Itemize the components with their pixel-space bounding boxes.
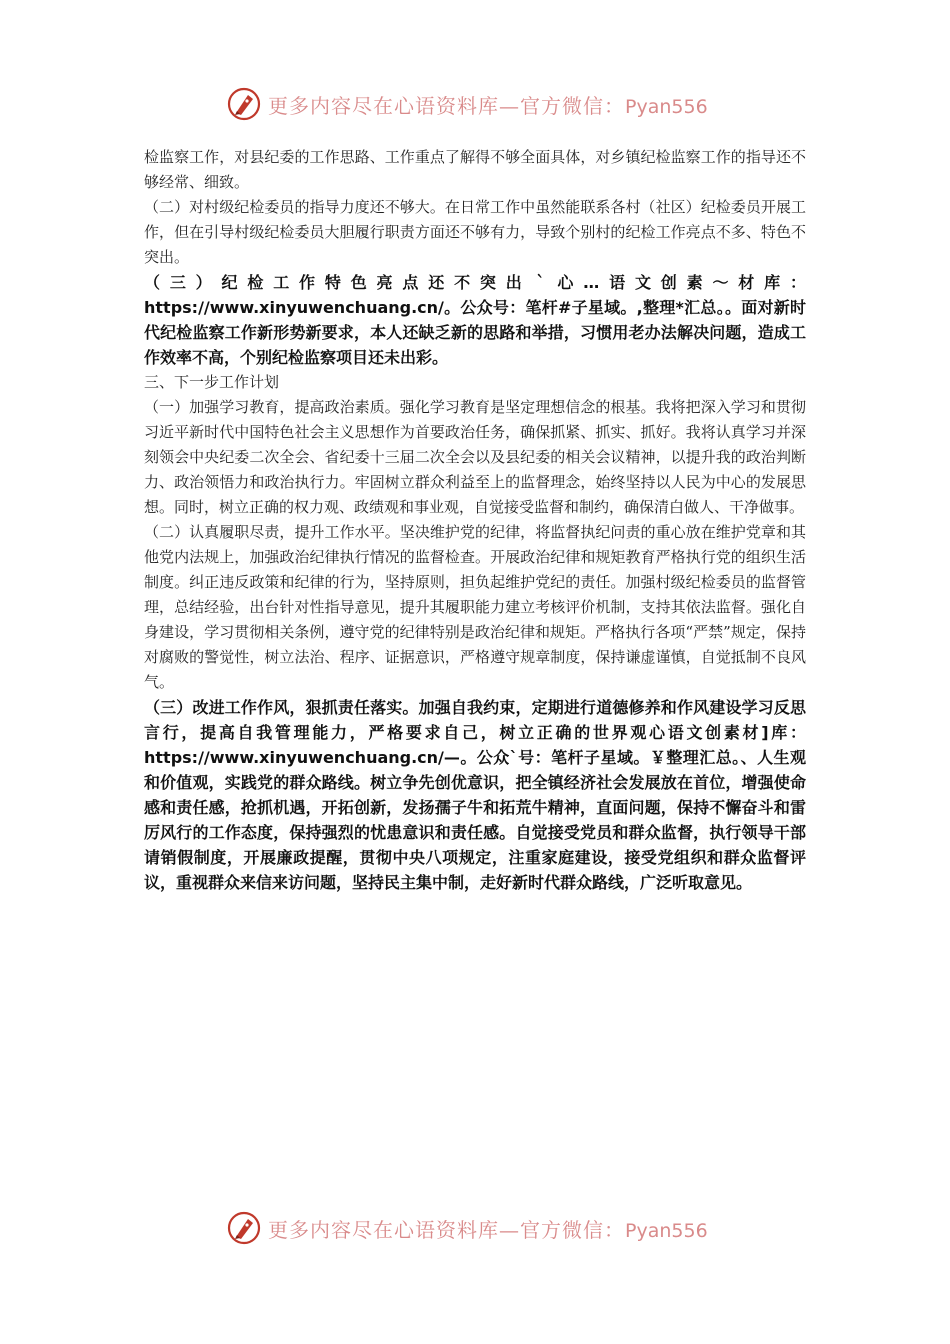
banner-wechat-id: Pyan556 xyxy=(625,1219,708,1242)
paragraph-item-3-bold: （三）纪检工作特色亮点还不突出｀心…语文创素～材库：https://www.xinyuwenchuang.cn/。公众号：笔杆#子星域。,整理*汇总。。面对新时代纪检监察工作新形势新要求，本人还缺乏新的思路和举措，习惯用老办法解决问题，造成工作效率不高，个别纪检监察项目还未出彩。 xyxy=(144,273,806,367)
banner-slogan: 更多内容尽在心语资料库—官方微信： xyxy=(268,93,625,118)
paragraph-item-2: （二）对村级纪检委员的指导力度还不够大。在日常工作中虽然能联系各村（社区）纪检委员开展工作，但在引导村级纪检委员大胆履行职责方面还不够有力，导致个别村的纪检工作亮点不多、特色不突出。 xyxy=(144,198,806,266)
banner-slogan: 更多内容尽在心语资料库—官方微信： xyxy=(268,1217,625,1242)
section-heading-next-plan: 三、下一步工作计划 xyxy=(144,373,280,391)
paragraph-continuation: 检监察工作，对县纪委的工作思路、工作重点了解得不够全面具体，对乡镇纪检监察工作的指导还不够经常、细致。 xyxy=(144,148,806,191)
banner-text xyxy=(268,90,708,119)
plan-item-3-bold: （三）改进工作作风，狠抓责任落实。加强自我约束，定期进行道德修养和作风建设学习反思言行，提高自我管理能力，严格要求自己，树立正确的世界观心语文创素材]库：https://www.xinyuwenchuang.cn/—。公众`号：笔杆子星域。￥整理汇总。、人生观和价值观，实践党的群众路线。树立争先创优意识，把全镇经济社会发展放在首位，增强使命感和责任感，抢抓机遇，开拓创新，发扬孺子牛和拓荒牛精神，直面问题，保持不懈奋斗和雷厉风行的工作态度，保持强烈的忧患意识和责任感。自觉接受党员和群众监督，执行领导干部请销假制度，开展廉政提醒，贯彻中央八项规定，注重家庭建设，接受党组织和群众监督评议，重视群众来信来访问题，坚持民主集中制，走好新时代群众路线，广泛听取意见。 xyxy=(144,698,806,892)
banner-wechat-id: Pyan556 xyxy=(625,95,708,118)
pen-nib-logo-icon xyxy=(226,1210,262,1246)
document-body xyxy=(144,145,806,895)
pen-nib-logo-icon xyxy=(226,86,262,122)
banner-text xyxy=(268,1214,708,1243)
plan-item-1: （一）加强学习教育，提高政治素质。强化学习教育是坚定理想信念的根基。我将把深入学习和贯彻习近平新时代中国特色社会主义思想作为首要政治任务，确保抓紧、抓实、抓好。我将认真学习并深刻领会中央纪委二次全会、省纪委十三届二次全会以及县纪委的相关会议精神，以提升我的政治判断力、政治领悟力和政治执行力。牢固树立群众利益至上的监督理念，始终坚持以人民为中心的发展思想。同时，树立正确的权力观、政绩观和事业观，自觉接受监督和制约，确保清白做人、干净做事。 xyxy=(144,398,806,516)
footer-banner xyxy=(226,1208,746,1248)
plan-item-2: （二）认真履职尽责，提升工作水平。坚决维护党的纪律，将监督执纪问责的重心放在维护党章和其他党内法规上，加强政治纪律执行情况的监督检查。开展政治纪律和规矩教育严格执行党的组织生活制度。纠正违反政策和纪律的行为，坚持原则，担负起维护党纪的责任。加强村级纪检委员的监督管理，总结经验，出台针对性指导意见，提升其履职能力建立考核评价机制，支持其依法监督。强化自身建设，学习贯彻相关条例，遵守党的纪律特别是政治纪律和规矩。严格执行各项“严禁”规定，保持对腐败的警觉性，树立法治、程序、证据意识，严格遵守规章制度，保持谦虚谨慎，自觉抵制不良风气。 xyxy=(144,523,806,691)
header-banner xyxy=(226,84,746,124)
